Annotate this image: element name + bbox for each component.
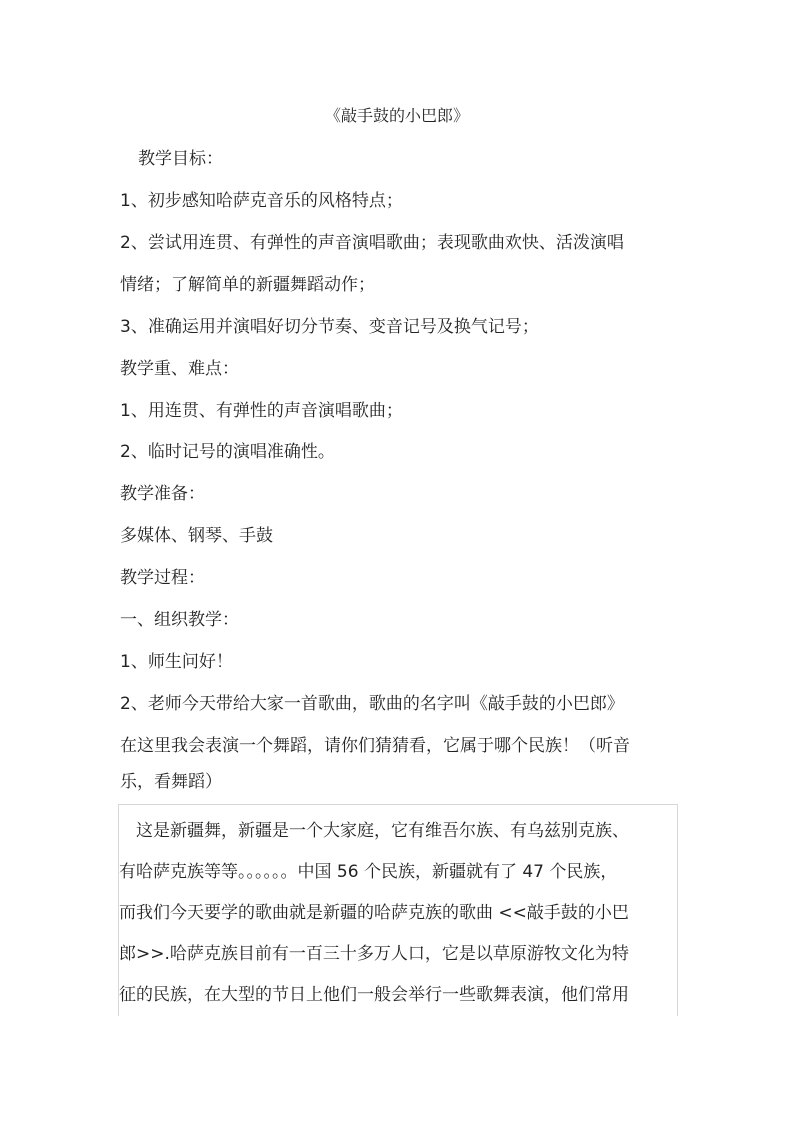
process-step-1-item-2-end: 乐，看舞蹈） <box>120 772 222 792</box>
key-point-1: 1、用连贯、有弹性的声音演唱歌曲； <box>120 401 403 421</box>
document-title: 《敲手鼓的小巴郎》 <box>324 106 469 125</box>
section-heading-objectives: 教学目标： <box>138 149 223 169</box>
section-heading-process: 教学过程： <box>120 568 205 588</box>
process-step-1-heading: 一、组织教学： <box>120 610 239 630</box>
text-box-line-1: 这是新疆舞，新疆是一个大家庭，它有维吾尔族、有乌兹别克族、 <box>119 821 629 841</box>
process-step-1-item-2-continued: 在这里我会表演一个舞蹈，请你们猜猜看，它属于哪个民族！（听音 <box>120 736 630 756</box>
text-box <box>118 804 678 1016</box>
process-step-1-item-1: 1、师生问好！ <box>120 652 233 672</box>
objective-3: 3、准确运用并演唱好切分节奏、变音记号及换气记号； <box>120 317 539 337</box>
text-box-line-2: 有哈萨克族等等。。。。。。中国 56 个民族，新疆就有了 47 个民族， <box>119 862 618 882</box>
process-step-1-item-2: 2、老师今天带给大家一首歌曲，歌曲的名字叫《敲手鼓的小巴郎》 <box>120 694 624 714</box>
text-box-line-4: 郎>>.哈萨克族目前有一百三十多万人口，它是以草原游牧文化为特 <box>119 944 629 964</box>
objective-1: 1、初步感知哈萨克音乐的风格特点； <box>120 191 403 211</box>
text-box-line-3: 而我们今天要学的歌曲就是新疆的哈萨克族的歌曲 <<敲手鼓的小巴 <box>119 903 629 923</box>
preparation-items: 多媒体、钢琴、手鼓 <box>120 526 273 546</box>
key-point-2: 2、临时记号的演唱准确性。 <box>120 442 335 462</box>
text-box-line-5: 征的民族，在大型的节日上他们一般会举行一些歌舞表演，他们常用 <box>119 985 629 1005</box>
section-heading-preparation: 教学准备： <box>120 484 205 504</box>
objective-2-continued: 情绪；了解简单的新疆舞蹈动作； <box>120 275 375 295</box>
objective-2: 2、尝试用连贯、有弹性的声音演唱歌曲；表现歌曲欢快、活泼演唱 <box>120 233 624 253</box>
section-heading-key-points: 教学重、难点： <box>120 359 239 379</box>
